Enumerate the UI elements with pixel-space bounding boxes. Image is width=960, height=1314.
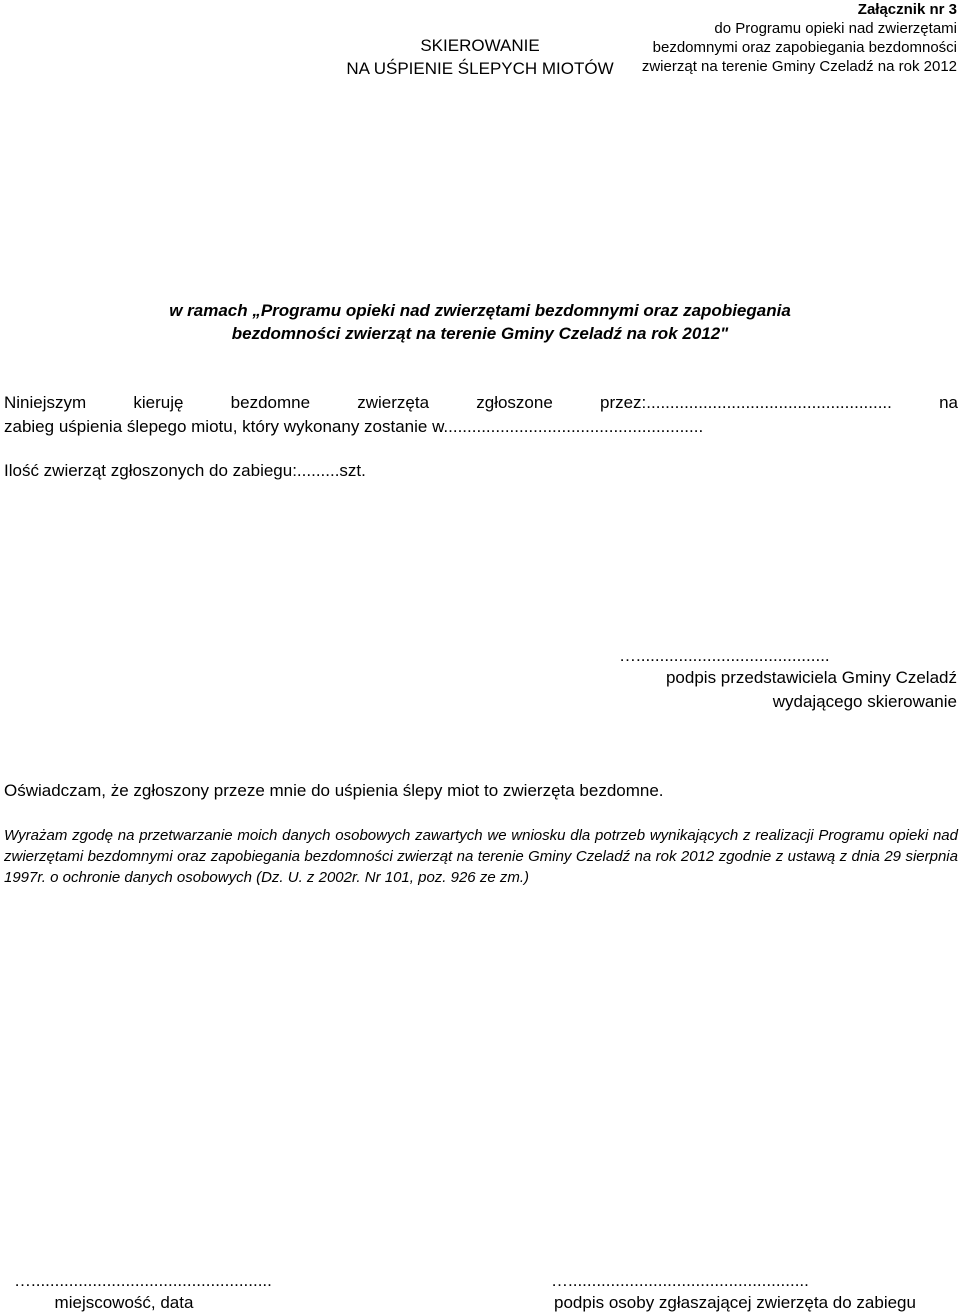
referral-word: kieruję (133, 393, 184, 412)
annex-number: Załącznik nr 3 (857, 1, 957, 18)
bezdomne-declaration: Oświadczam, że zgłoszony przeze mnie do uśpienia ślepy miot to zwierzęta bezdomne. (4, 781, 664, 800)
animal-count-line: Ilość zwierząt zgłoszonych do zabiegu:.........szt. (4, 461, 366, 480)
municipal-signature-dots (619, 644, 957, 668)
referral-word: bezdomne (230, 393, 311, 412)
title-line-2: NA UŚPIENIE ŚLEPYCH MIOTÓW (346, 59, 614, 78)
subtitle-line-2: bezdomności zwierząt na terenie Gminy Czeladź na rok 2012" (231, 324, 729, 343)
annex-line-3: bezdomnymi oraz zapobiegania bezdomności (652, 39, 957, 56)
annex-line-4: zwierząt na terenie Gminy Czeladź na rok 2012 (641, 58, 957, 75)
referral-word: zwierzęta (357, 393, 430, 412)
document-subtitle (0, 299, 960, 345)
submitter-fill-field: przez:.................................................... (599, 393, 892, 412)
annex-line-2: do Programu opieki nad zwierzętami (714, 20, 957, 37)
municipal-signature-caption-1: podpis przedstawiciela Gminy Czeladź (665, 668, 957, 687)
referral-line-1 (4, 391, 958, 415)
place-date-dots: …................................................... (14, 1271, 272, 1290)
referral-word: zgłoszone (476, 393, 553, 412)
referral-word: na (939, 393, 958, 412)
municipal-signature-caption-2: wydającego skierowanie (772, 692, 957, 711)
signature-dots: …......................................... (619, 646, 830, 665)
document-title (0, 34, 960, 80)
applicant-signature-caption: podpis osoby zgłaszającej zwierzęta do zabiegu (554, 1293, 916, 1312)
referral-word: Niniejszym (4, 393, 87, 412)
data-processing-consent: Wyrażam zgodę na przetwarzanie moich danych osobowych zawartych we wniosku dla potrzeb wynikających z realizacji Programu opieki nad zwierzętami bezdomnymi oraz zapobiegania bezdomności zwierząt na terenie Gminy Czeladź na rok 2012 zgodnie z ustawą z dnia 29 sierpnia 1997r. o ochronie danych osobowych (Dz. U. z 2002r. Nr 101, poz. 926 ze zm.) (4, 827, 958, 886)
place-date-caption: miejscowość, data (54, 1293, 194, 1312)
referral-line-2: zabieg uśpienia ślepego miotu, który wykonany zostanie w....................................................... (4, 417, 704, 436)
title-line-1: SKIEROWANIE (420, 36, 540, 55)
applicant-signature-dots: …................................................... (551, 1271, 809, 1290)
subtitle-line-1: w ramach „Programu opieki nad zwierzętami bezdomnymi oraz zapobiegania (169, 301, 791, 320)
